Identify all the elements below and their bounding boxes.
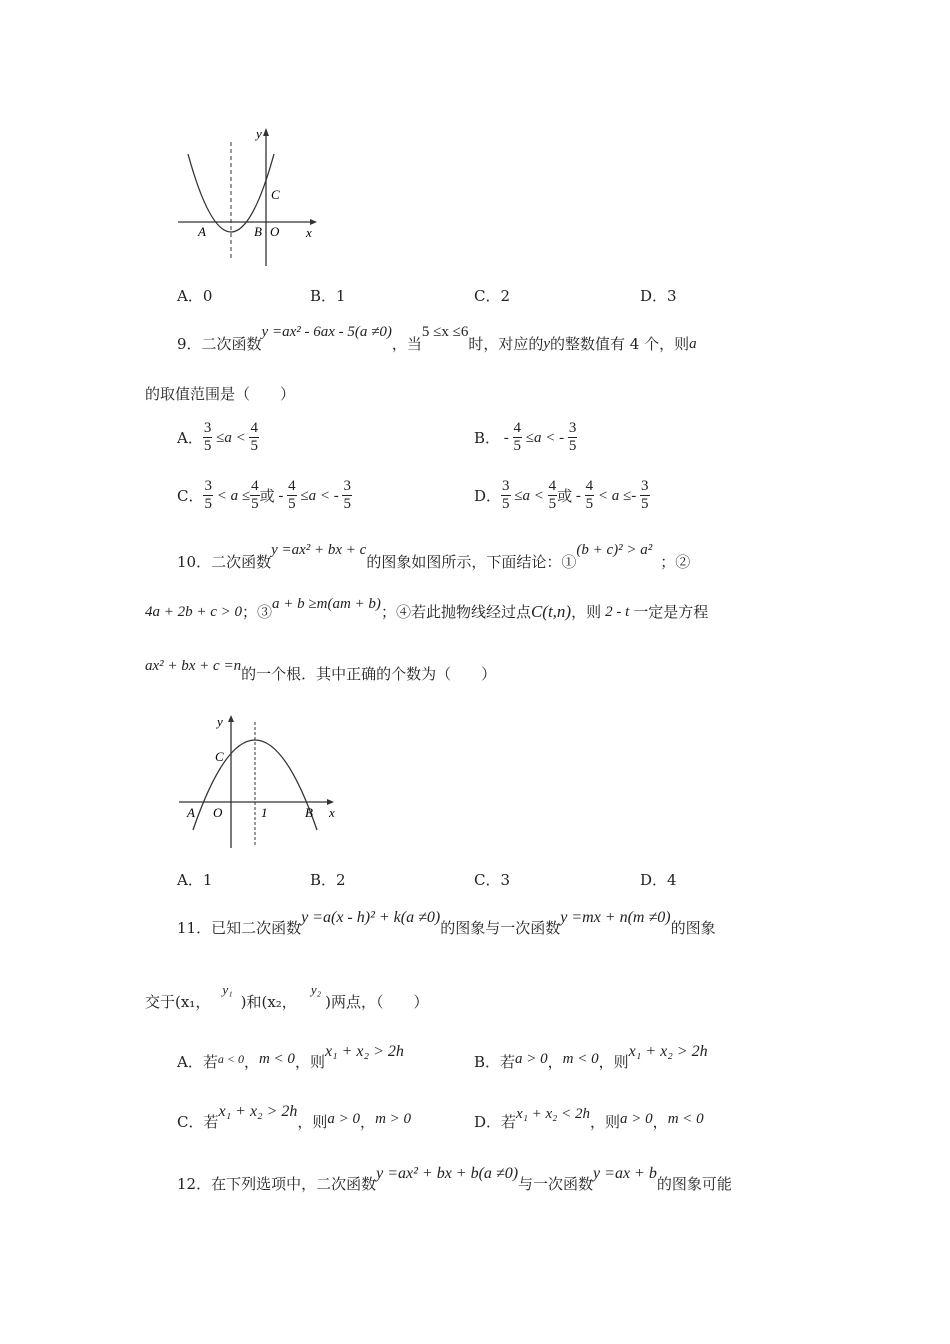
q11-d-label: D．若 [474,1113,517,1131]
q11-option-b[interactable] [474,1043,708,1072]
q12-text1: 与一次函数 [518,1175,594,1193]
q9-option-a[interactable] [177,420,259,455]
q11-text5: )两点，（ ） [325,993,429,1011]
q9-stem-line1 [177,324,697,354]
label-B: B [305,805,313,820]
y-axis-arrow [228,715,234,722]
q11-stem-line2 [145,982,429,1012]
q11-c-cond: x₁ + x₂ > 2h [218,1103,298,1120]
q12-stem-line1 [177,1165,732,1194]
q11-b-cond2: m < 0 [562,1051,599,1067]
q11-y1: y₁ [222,982,233,997]
frac-4-5: $\frac{4}{5}$ [251,478,259,512]
frac-4-5: $\frac{4}{5}$ [288,478,296,512]
q9-function: y =ax² - 6ax - 5(a ≠0) [261,324,392,340]
q11-text3: 交于(x₁， [145,993,211,1011]
label-1: 1 [261,805,268,820]
q10-option-b[interactable]: B．2 [310,871,346,889]
q8-option-d[interactable]: D．3 [640,287,677,305]
q10-function: y =ax² + bx + c [271,542,367,558]
frac-4-5: $\frac{4}{5}$ [548,478,557,512]
q11-c-then: ，则 [297,1113,328,1131]
q9-option-c[interactable]: C． $\frac{3}{5}$ < a ≤ $\frac{4}{5}$ 或 - $\frac{4}{5}$ ≤a < - $\frac{3}{5}$ [177,478,351,512]
frac-4-5: $\frac{4}{5}$ [250,420,258,454]
frac-3-5: $\frac{3}{5}$ [343,478,351,512]
label-B: B [254,224,262,239]
q11-stem-line1 [177,909,716,938]
frac-3-5: $\frac{3}{5}$ [203,420,212,454]
q10-stem-line1 [177,542,691,572]
q11-d-sep: ， [652,1113,668,1131]
q9-c-or: 或 [259,486,275,505]
label-y: y [256,126,262,141]
q9-condition: 5 ≤x ≤6 [421,324,469,340]
frac-3-5: $\frac{3}{5}$ [502,478,510,512]
q9-b-relation: ≤a < - [522,429,568,446]
q11-d-cond: x₁ + x₂ < 2h [516,1106,591,1122]
label-x: x [306,225,312,240]
label-O: O [213,805,223,820]
q8-option-c[interactable]: C．2 [474,287,511,305]
q11-a-cond2: m < 0 [258,1051,295,1067]
q11-option-d[interactable] [474,1106,704,1132]
q10-equation: ax² + bx + c =n [145,658,242,674]
q9-d-or: 或 [557,486,573,505]
q11-option-a[interactable] [177,1043,404,1072]
q10-text4: ；④若此抛物线经过点 [380,603,531,621]
q10-conclusion3: a + b ≥m(am + b) [272,596,381,612]
q11-d-res2: m < 0 [667,1111,704,1127]
q11-b-result: x₁ + x₂ > 2h [628,1043,708,1060]
q9-text2: 时，对应的 [468,335,544,353]
q10-parabola-graph [175,710,345,855]
label-O: O [270,224,280,239]
q11-a-then: ，则 [294,1053,325,1071]
q9-option-b-label: B． [474,428,501,447]
q11-c-res1: a > 0 [327,1111,361,1127]
q9-var-y: y [543,336,551,352]
q11-y2: y₂ [310,982,322,997]
q10-text3: ；③ [242,603,273,621]
q11-c-label: C．若 [177,1113,219,1131]
label-x: x [329,805,335,820]
q9-option-c-label: C． [177,486,204,505]
frac-3-5: $\frac{3}{5}$ [641,478,649,512]
q8-option-a[interactable]: A．0 [177,287,213,305]
q12-linear: y =ax + b [593,1165,657,1182]
q11-b-sep: ， [547,1053,563,1071]
label-C: C [271,187,280,202]
q10-text2: ；② [660,553,691,571]
q11-a-sep: ， [243,1053,259,1071]
q10-point-c: C(t,n) [530,602,572,621]
label-C: C [215,749,224,764]
q11-number: 11．已知二次函数 [177,919,302,937]
q10-stem-line3 [145,658,497,684]
q8-parabola-graph [170,120,330,275]
q10-expr: 2 - t [605,604,630,620]
q11-b-label: B．若 [474,1053,516,1071]
q10-option-d[interactable]: D．4 [640,871,677,889]
q10-text7: 的一个根．其中正确的个数为（ ） [241,665,497,683]
q11-text1: 的图象与一次函数 [440,919,561,937]
q11-linear: y =mx + n(m ≠0) [560,909,671,926]
label-y: y [217,714,223,729]
q11-a-cond1: a < 0 [217,1052,244,1066]
q11-text4: )和(x₂， [240,993,297,1011]
q9-option-d[interactable]: D． $\frac{3}{5}$ ≤a < $\frac{4}{5}$ 或 - $\frac{4}{5}$ < a ≤- $\frac{3}{5}$ [474,478,649,512]
q11-option-c[interactable] [177,1103,412,1132]
q11-c-sep: ， [360,1113,376,1131]
label-A: A [198,224,206,239]
frac-4-5: $\frac{4}{5}$ [513,420,522,454]
q10-conclusion2: 4a + 2b + c > 0 [145,604,243,620]
q9-option-b[interactable]: B． - $\frac{4}{5}$ ≤a < - $\frac{3}{5}$ [474,420,577,454]
q10-text6: 一定是方程 [633,603,709,621]
q10-stem-line2 [145,596,709,622]
frac-3-5: $\frac{3}{5}$ [568,420,577,454]
q9-a-relation: ≤a < [212,429,250,446]
q9-number: 9．二次函数 [177,335,262,353]
y-axis-arrow [263,128,269,136]
q11-quadratic: y =a(x - h)² + k(a ≠0) [301,909,441,926]
q9-stem-line2: 的取值范围是（ ） [145,385,296,403]
q11-text2: 的图象 [670,919,716,937]
q12-quadratic: y =ax² + bx + b(a ≠0) [376,1165,519,1182]
q10-text5: ，则 [571,603,602,621]
q11-a-result: x₁ + x₂ > 2h [324,1043,404,1060]
q9-text1: ，当 [391,335,422,353]
q9-var-a: a [689,336,697,352]
q11-a-label: A．若 [177,1053,218,1071]
q11-d-then: ，则 [590,1113,621,1131]
frac-3-5: $\frac{3}{5}$ [204,478,212,512]
q10-text1: 的图象如图所示，下面结论：① [366,553,577,571]
q8-option-b[interactable]: B．1 [310,287,346,305]
q10-number: 10．二次函数 [177,553,272,571]
q9-option-d-label: D． [474,486,502,505]
q11-c-res2: m > 0 [375,1111,412,1127]
q11-b-cond1: a > 0 [515,1051,548,1067]
q9-option-a-label: A． [177,428,203,447]
label-A: A [187,805,195,820]
q11-b-then: ，则 [598,1053,629,1071]
q10-conclusion1: (b + c)² > a² [576,542,653,558]
q10-option-a[interactable]: A．1 [177,871,213,889]
q9-text3: 的整数值有 4 个，则 [550,335,690,353]
q11-d-res1: a > 0 [620,1111,653,1127]
q10-option-c[interactable]: C．3 [474,871,511,889]
q12-text2: 的图象可能 [656,1175,732,1193]
q12-number: 12．在下列选项中，二次函数 [177,1175,377,1193]
frac-4-5: $\frac{4}{5}$ [585,478,594,512]
